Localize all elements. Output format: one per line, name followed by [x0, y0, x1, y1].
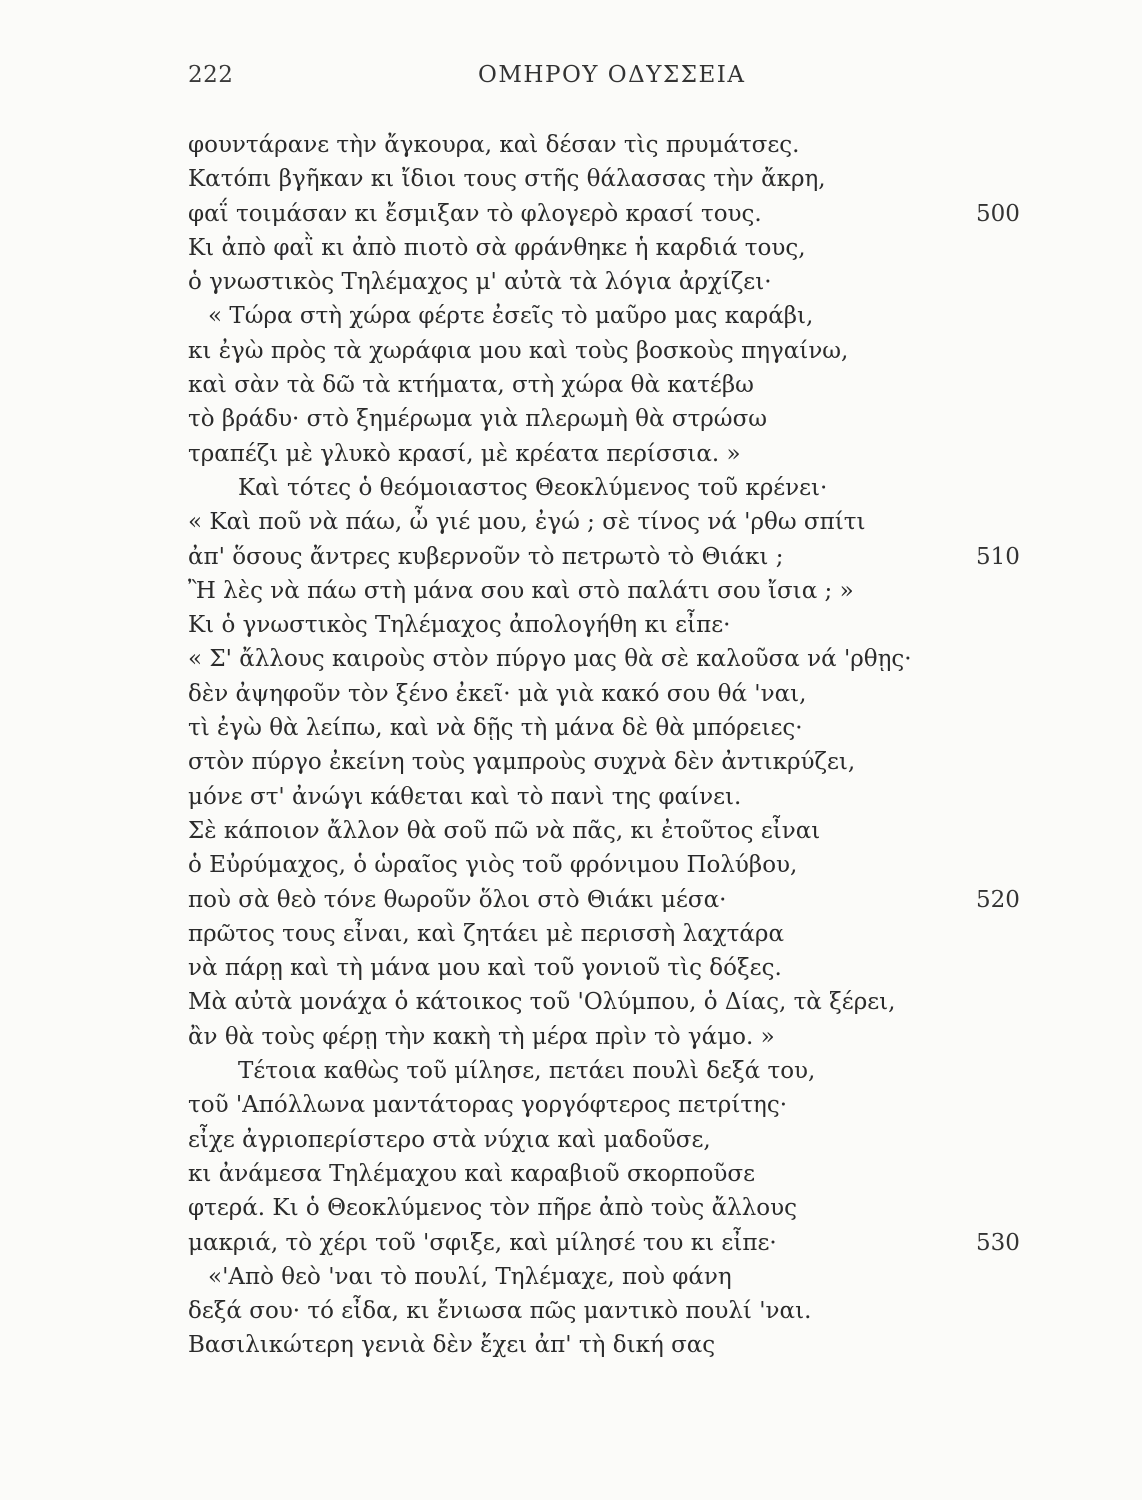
verse-text: φτερά. Κι ὁ Θεοκλύμενος τὸν πῆρε ἀπὸ τοὺς ἄλλους [188, 1195, 797, 1222]
verse-line [188, 1294, 1028, 1328]
verse-line [188, 162, 1028, 196]
verse-line [188, 299, 1028, 333]
verse-line [188, 780, 1028, 814]
verse-line [188, 677, 1028, 711]
verse-line [188, 1191, 1028, 1225]
verse-text: νὰ πάρῃ καὶ τὴ μάνα μου καὶ τοῦ γονιοῦ τὶς δόξες. [188, 955, 782, 982]
verse-text: ἂν θὰ τοὺς φέρῃ τὴν κακὴ τὴ μέρα πρὶν τὸ γάμο. » [188, 1023, 775, 1050]
verse-line [188, 1123, 1028, 1157]
verse-text: καὶ σὰν τὰ δῶ τὰ κτήματα, στὴ χώρα θὰ κατέβω [188, 372, 754, 399]
verse-text: φουντάρανε τὴν ἄγκουρα, καὶ δέσαν τὶς πρυμάτσες. [188, 132, 800, 158]
verse-line [188, 848, 1028, 882]
verse-line [188, 1226, 1028, 1260]
line-number: 510 [976, 543, 1020, 570]
verse-text: Κι ἀπὸ φαῒ κι ἀπὸ πιοτὸ σὰ φράνθηκε ἡ καρδιά τους, [188, 234, 806, 261]
verse-line [188, 265, 1028, 299]
verse-line [188, 437, 1028, 471]
verse-text: ὁ γνωστικὸς Τηλέμαχος μ' αὐτὰ τὰ λόγια ἀρχίζει· [188, 269, 772, 296]
verse-text: Βασιλικώτερη γενιὰ δὲν ἔχει ἀπ' τὴ δική σας [188, 1332, 716, 1359]
verse-line [188, 402, 1028, 436]
verse-line [188, 197, 1028, 231]
verse-text: Κι ὁ γνωστικὸς Τηλέμαχος ἀπολογήθη κι εἶπε· [188, 612, 731, 639]
verse-line [188, 231, 1028, 265]
verse-text: ὁ Εὐρύμαχος, ὁ ὡραῖος γιὸς τοῦ φρόνιμου Πολύβου, [188, 852, 798, 879]
verse-line [188, 951, 1028, 985]
verse-line [188, 1260, 1028, 1294]
verse-line [188, 368, 1028, 402]
verse-line [188, 883, 1028, 917]
verse-line [188, 505, 1028, 539]
verse-text: ἀπ' ὅσους ἄντρες κυβερνοῦν τὸ πετρωτὸ τὸ Θιάκι ; [188, 543, 784, 570]
verse-line [188, 1020, 1028, 1054]
running-head [0, 62, 1142, 96]
verse-text: κι ἐγὼ πρὸς τὰ χωράφια μου καὶ τοὺς βοσκοὺς πηγαίνω, [188, 337, 849, 364]
verse-line [188, 642, 1028, 676]
verse-line [188, 814, 1028, 848]
verse-text: Ἢ λὲς νὰ πάω στὴ μάνα σου καὶ στὸ παλάτι σου ἴσια ; » [188, 577, 854, 604]
verse-line [188, 985, 1028, 1019]
line-number: 520 [976, 886, 1020, 913]
page-heading: ΟΜΗΡΟΥ ΟΔΥΣΣΕΙΑ [478, 62, 746, 88]
verse-text: « Σ' ἄλλους καιροὺς στὸν πύργο μας θὰ σὲ καλοῦσα νά 'ρθῃς· [188, 646, 912, 673]
verse-text: μόνε στ' ἀνώγι κάθεται καὶ τὸ πανὶ της φαίνει. [188, 783, 742, 810]
verse-text: κι ἀνάμεσα Τηλέμαχου καὶ καραβιοῦ σκορποῦσε [188, 1160, 755, 1187]
verse-line [188, 711, 1028, 745]
verse-text: δεξά σου· τό εἶδα, κι ἔνιωσα πῶς μαντικὸ πουλί 'ναι. [188, 1298, 812, 1325]
verse-text: Σὲ κάποιον ἄλλον θὰ σοῦ πῶ νὰ πᾶς, κι ἐτοῦτος εἶναι [188, 817, 821, 844]
verse-line [188, 1328, 1028, 1362]
verse-line [188, 1088, 1028, 1122]
verse-text: τὸ βράδυ· στὸ ξημέρωμα γιὰ πλερωμὴ θὰ στρώσω [188, 406, 768, 433]
verse-block [188, 128, 1028, 1363]
verse-text: δὲν ἀψηφοῦν τὸν ξένο ἐκεῖ· μὰ γιὰ κακό σου θά 'ναι, [188, 680, 807, 707]
verse-line [188, 745, 1028, 779]
verse-line [188, 1157, 1028, 1191]
verse-line [188, 574, 1028, 608]
verse-line [188, 540, 1028, 574]
verse-line [188, 1054, 1028, 1088]
verse-text: «'Απὸ θεὸ 'ναι τὸ πουλί, Τηλέμαχε, ποὺ φάνη [208, 1263, 732, 1290]
verse-text: τραπέζι μὲ γλυκὸ κρασί, μὲ κρέατα περίσσια. » [188, 440, 741, 467]
verse-text: πρῶτος τους εἶναι, καὶ ζητάει μὲ περισσὴ λαχτάρα [188, 920, 784, 947]
verse-text: εἶχε ἀγριοπερίστερο στὰ νύχια καὶ μαδοῦσε, [188, 1126, 711, 1153]
verse-line [188, 471, 1028, 505]
line-number: 500 [976, 200, 1020, 227]
page-number: 222 [188, 62, 234, 88]
verse-line [188, 334, 1028, 368]
verse-text: « Καὶ ποῦ νὰ πάω, ὦ γιέ μου, ἐγώ ; σὲ τίνος νά 'ρθω σπίτι [188, 509, 866, 536]
verse-line [188, 128, 1028, 162]
verse-text: μακριά, τὸ χέρι τοῦ 'σφιξε, καὶ μίλησέ του κι εἶπε· [188, 1229, 777, 1256]
verse-line [188, 917, 1028, 951]
verse-text: στὸν πύργο ἐκείνη τοὺς γαμπροὺς συχνὰ δὲν ἀντικρύζει, [188, 749, 856, 776]
line-number: 530 [976, 1229, 1020, 1256]
verse-text: φαΐ τοιμάσαν κι ἔσμιξαν τὸ φλογερὸ κρασί τους. [188, 200, 762, 227]
verse-text: Καὶ τότες ὁ θεόμοιαστος Θεοκλύμενος τοῦ κρένει· [238, 474, 828, 501]
verse-text: Τέτοια καθὼς τοῦ μίλησε, πετάει πουλὶ δεξά του, [238, 1058, 816, 1085]
verse-text: τοῦ 'Απόλλωνα μαντάτορας γοργόφτερος πετρίτης· [188, 1092, 788, 1119]
verse-text: Κατόπι βγῆκαν κι ἴδιοι τους στῆς θάλασσας τὴν ἄκρη, [188, 166, 826, 193]
verse-text: Μὰ αὐτὰ μονάχα ὁ κάτοικος τοῦ 'Ολύμπου, ὁ Δίας, τὰ ξέρει, [188, 989, 896, 1016]
verse-text: « Τώρα στὴ χώρα φέρτε ἐσεῖς τὸ μαῦρο μας καράβι, [208, 303, 814, 330]
verse-text: ποὺ σὰ θεὸ τόνε θωροῦν ὅλοι στὸ Θιάκι μέσα· [188, 886, 727, 913]
verse-text: τὶ ἐγὼ θὰ λείπω, καὶ νὰ δῇς τὴ μάνα δὲ θὰ μπόρειες· [188, 715, 803, 742]
verse-line [188, 608, 1028, 642]
